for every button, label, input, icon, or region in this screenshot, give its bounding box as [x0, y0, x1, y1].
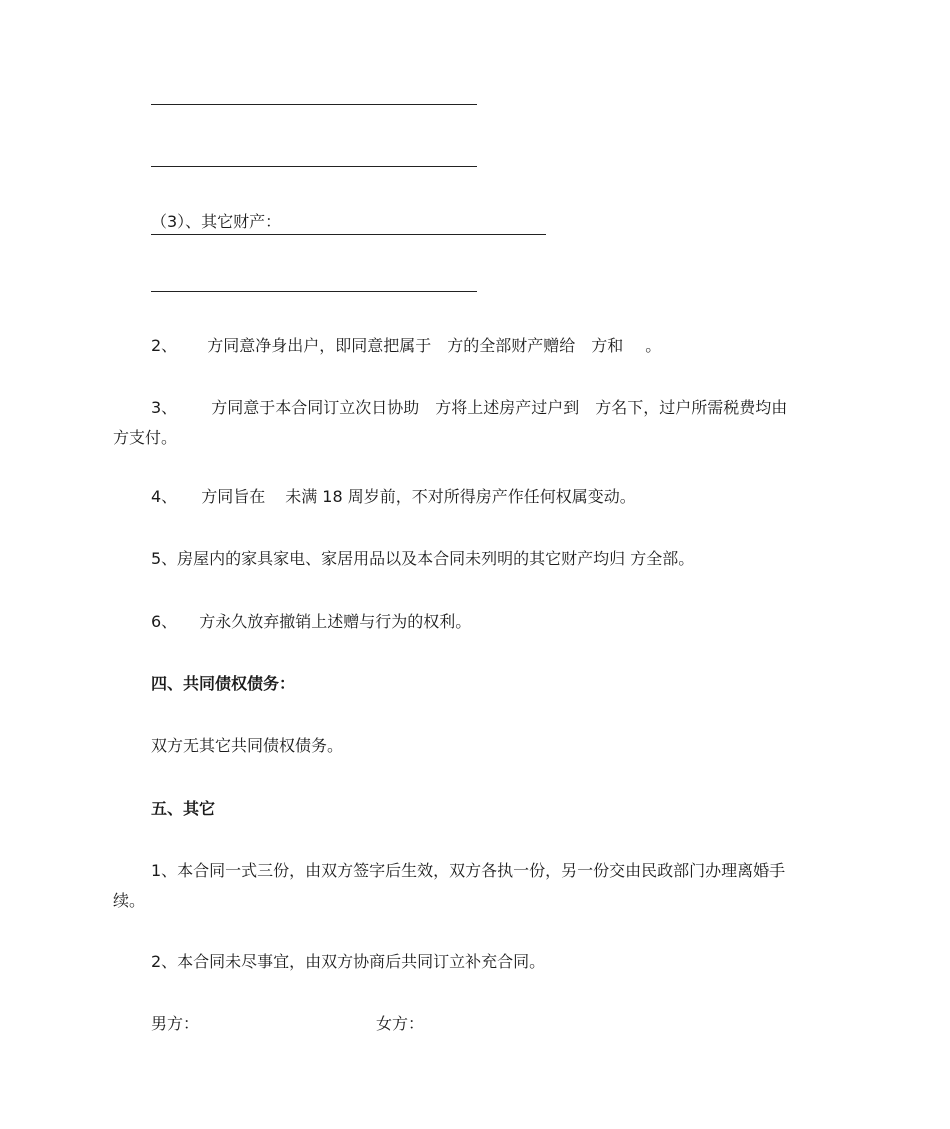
clause-4 — [151, 486, 636, 508]
section-four-heading: 四、共同债权债务： — [151, 674, 296, 693]
section-five-heading: 五、其它 — [151, 799, 216, 818]
clause-text: 方和 — [591, 336, 624, 355]
clause-text: 方将上述房产过户到 — [435, 398, 580, 417]
section-four-body: 双方无其它共同债权债务。 — [151, 736, 344, 755]
clause-text: 方同意于本合同订立次日协助 — [211, 398, 420, 417]
clause-3 — [151, 397, 787, 419]
clause-number: 4、 — [151, 487, 178, 506]
section-five-clause-2: 2、本合同未尽事宜，由双方协商后共同订立补充合同。 — [151, 952, 546, 971]
other-property-label: （3）、其它财产： — [151, 211, 546, 235]
blank-fill-line — [151, 104, 477, 105]
clause-text: 方同意净身出户，即同意把属于 — [207, 336, 432, 355]
clause-text: 方同旨在 — [201, 487, 266, 506]
section-five-clause-1: 1、本合同一式三份，由双方签字后生效，双方各执一份，另一份交由民政部门办理离婚手 — [151, 861, 786, 880]
clause-number: 3、 — [151, 398, 178, 417]
clause-number: 2、 — [151, 336, 178, 355]
blank-fill-line — [151, 166, 477, 167]
clause-text: 方永久放弃撤销上述赠与行为的权利。 — [199, 612, 472, 631]
clause-text: 方的全部财产赠给 — [447, 336, 576, 355]
clause-text: 方名下，过户所需税费均由 — [595, 398, 788, 417]
section-five-clause-1-continuation: 续。 — [113, 891, 146, 910]
clause-number: 6、 — [151, 612, 178, 631]
blank-fill-line — [151, 291, 477, 292]
clause-text: 。 — [645, 336, 662, 355]
clause-3-continuation: 方支付。 — [113, 428, 178, 447]
male-signature-label: 男方： — [151, 1014, 200, 1033]
clause-6 — [151, 611, 471, 633]
female-signature-label: 女方： — [376, 1014, 425, 1033]
clause-5: 5、房屋内的家具家电、家居用品以及本合同未列明的其它财产均归 方全部。 — [151, 549, 695, 568]
clause-2 — [151, 335, 661, 357]
clause-text: 未满 18 周岁前，不对所得房产作任何权属变动。 — [285, 487, 636, 506]
